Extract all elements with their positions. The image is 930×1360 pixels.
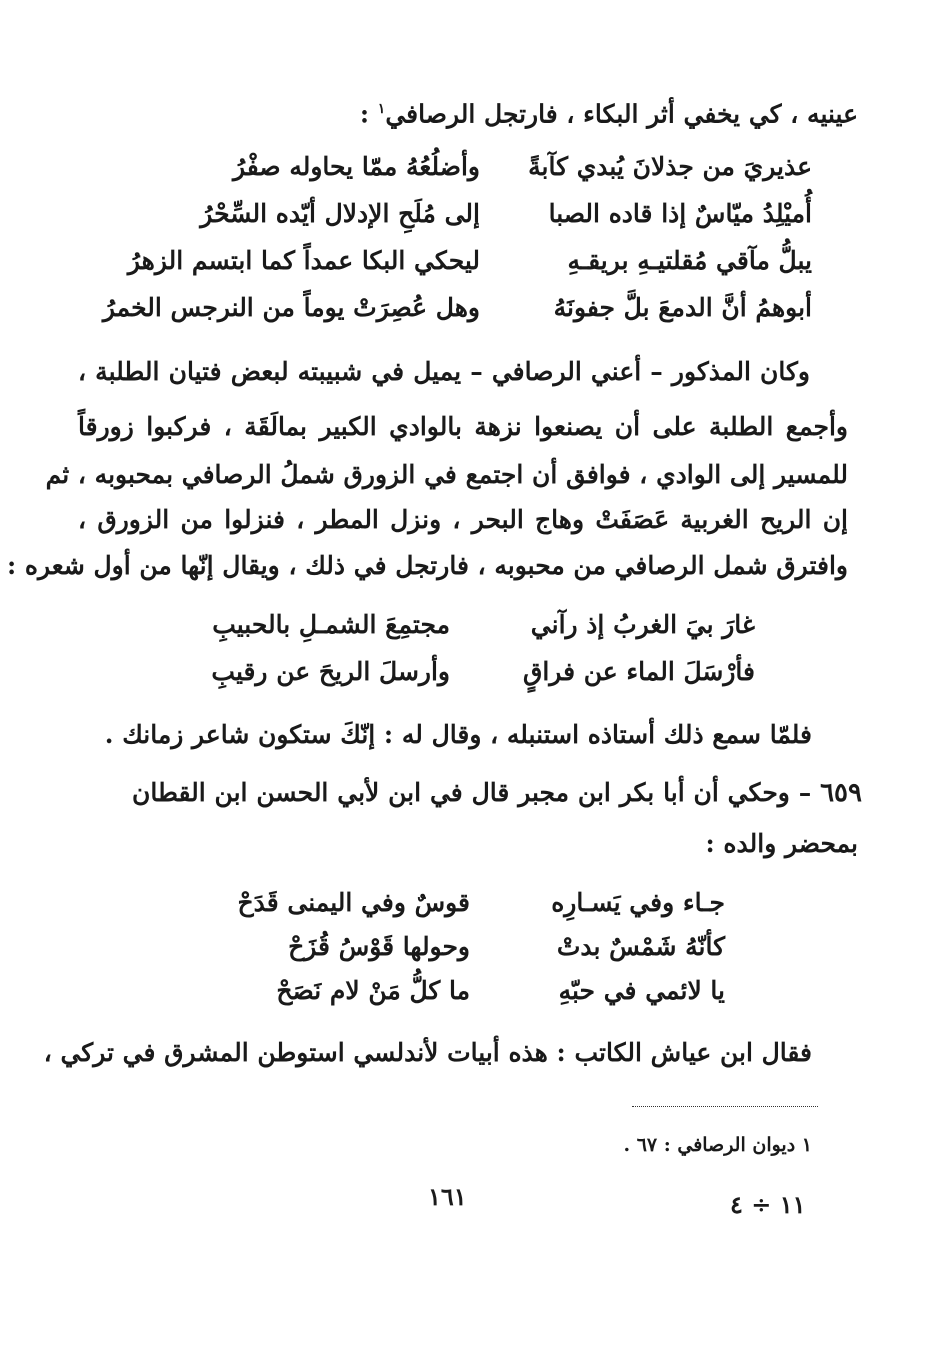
paragraph-2: فلمّا سمع ذلك أستاذه استنبله ، وقال له : إنّكَ ستكون شاعر زمانك .	[104, 720, 812, 749]
page-number: ١٦١	[428, 1182, 467, 1211]
signature-mark: ١١ ÷ ٤	[730, 1190, 806, 1219]
entry-659-line2: بمحضر والده :	[705, 829, 858, 858]
footnote-mark: ١	[377, 101, 386, 117]
entry-659-line1	[132, 776, 862, 810]
poem2-verse2-left: وأرسلَ الريحَ عن رقيبِ	[211, 657, 450, 686]
para1-line3: للمسير إلى الوادي ، فوافق أن اجتمع في الزورق شملُ الرصافي بمحبوبه ، ثم	[45, 460, 848, 489]
poem3-verse1-left: قوسٌ وفي اليمنى قَدَحْ	[237, 888, 470, 917]
intro-text: عينيه ، كي يخفي أثر البكاء ، فارتجل الرصافي	[385, 99, 858, 129]
intro-line	[120, 92, 858, 131]
footnote-separator	[632, 1106, 818, 1107]
poem2-verse1-left: مجتمِعَ الشمـلِ بالحبيبِ	[212, 610, 450, 639]
poem3-verse1-right: جـاء وفي يَسـارِه	[551, 888, 725, 917]
para1-line1: وكان المذكور – أعني الرصافي – يميل في شبيبته لبعض فتيان الطلبة ،	[78, 357, 810, 386]
poem3-verse2-right: كأنّهُ شَمْسٌ بدتْ	[556, 932, 725, 961]
poem2-verse2-right: فأرْسَلَ الماء عن فراقٍ	[522, 657, 755, 686]
poem1-verse2-left: إلى مُلَحِ الإدلال أيّده السِّحْرُ	[200, 199, 480, 228]
para1-line5: وافترق شمل الرصافي من محبوبه ، فارتجل في ذلك ، ويقال إنّها من أول شعره :	[6, 551, 848, 580]
poem1-verse4-right: أبوهمُ أنَّ الدمعَ بلَّ جفونَهُ	[553, 293, 812, 322]
poem1-verse1-left: وأضلُعُهُ ممّا يحاوله صفْرُ	[232, 152, 480, 181]
para1-line2: وأجمع الطلبة على أن يصنعوا نزهة بالوادي الكبير بمالَقَة ، فركبوا زورقاً	[78, 412, 848, 441]
para1-line4: إن الريح الغربية عَصَفَتْ وهاج البحر ، ونزل المطر ، فنزلوا من الزورق ،	[78, 505, 848, 534]
poem1-verse3-right: يبلُّ مآقي مُقلتيـهِ بريقـهِ	[567, 246, 812, 275]
poem1-verse1-right: عذيريَ من جذلانَ يُبدي كآبةً	[528, 152, 812, 181]
poem1-verse4-left: وهل عُصِرَتْ يوماً من النرجس الخمرُ	[102, 293, 480, 322]
poem2-verse1-right: غارَ بيَ الغربُ إذ رآني	[530, 610, 755, 639]
poem1-verse3-left: ليحكي البكا عمداً كما ابتسم الزهرُ	[127, 246, 480, 275]
poem3-verse2-left: وحولها قَوْسُ قُزَحْ	[288, 932, 470, 961]
poem3-verse3-left: ما كلُّ مَنْ لام نَصَحْ	[276, 976, 470, 1005]
footnote: ١ ديوان الرصافي : ٦٧ .	[623, 1134, 812, 1156]
poem1-verse2-right: أُميْلِدُ ميّاسٌ إذا قاده الصبا	[548, 199, 812, 228]
intro-colon: :	[359, 99, 378, 129]
poem3-verse3-right: يا لائمي في حبّهِ	[558, 976, 725, 1005]
entry-text: – وحكي أن أبا بكر ابن مجبر قال في ابن لأبي الحسن ابن القطان	[132, 778, 812, 807]
paragraph-4: فقال ابن عياش الكاتب : هذه أبيات لأندلسي استوطن المشرق في تركي ،	[43, 1038, 812, 1067]
entry-number: ٦٥٩	[820, 778, 862, 808]
